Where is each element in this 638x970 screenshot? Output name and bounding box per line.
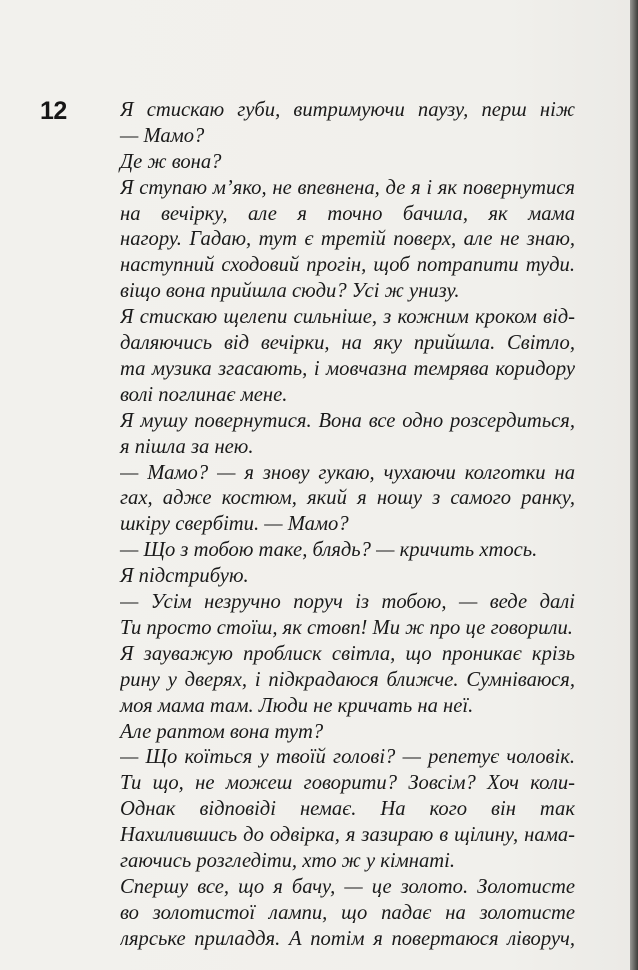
text-line: я пішла за нею. xyxy=(120,435,254,458)
text-line: — Мамо? xyxy=(120,124,205,147)
text-line: Але раптом вона тут? xyxy=(120,720,324,743)
body-text xyxy=(120,98,575,953)
text-line: Однак відповіді немає. На кого він так xyxy=(120,798,575,821)
text-line: Я ступаю м’яко, не впевнена, де я і як повернутися xyxy=(120,176,575,199)
text-line: Нахилившись до одвірка, я зазираю в щілину, нама- xyxy=(120,824,575,847)
text-line: віщо вона прийшла сюди? Усі ж унизу. xyxy=(120,280,460,303)
text-line: гах, адже костюм, який я ношу з самого ранку, xyxy=(120,487,575,510)
text-line: Я підстрибую. xyxy=(120,565,249,588)
text-line: наступний сходовий прогін, щоб потрапити туди. xyxy=(120,254,575,277)
text-line: на вечірку, але я точно бачила, як мама xyxy=(120,202,575,225)
text-line: лярське приладдя. А потім я повертаюся ліворуч, xyxy=(120,927,575,950)
text-line: Я зауважую проблиск світла, що проникає крізь xyxy=(120,642,575,665)
text-line: гаючись розгледіти, хто ж у кімнаті. xyxy=(120,850,456,872)
text-line: та музика згасають, і мовчазна темрява коридору xyxy=(120,357,575,380)
text-line: Ти просто стоїш, як стовп! Ми ж про це говорили. xyxy=(120,616,573,639)
page-edge-shadow xyxy=(630,0,638,970)
text-line: Ти що, не можеш говорити? Зовсім? Хоч коли- xyxy=(120,772,575,795)
text-line: Я стискаю губи, витримуючи паузу, перш ніж xyxy=(120,99,575,121)
text-line: Я мушу повернутися. Вона все одно розсердиться, xyxy=(120,409,575,432)
text-line: — Усім незручно поруч із тобою, — веде далі xyxy=(120,591,575,614)
text-line: Я стискаю щелепи сильніше, з кожним кроком від- xyxy=(120,306,575,329)
text-line: нагору. Гадаю, тут є третій поверх, але не знаю, xyxy=(120,228,575,251)
page-number: 12 xyxy=(40,97,67,125)
text-line: — Що коїться у твоїй голові? — репетує чоловік. xyxy=(120,746,575,769)
text-line: моя мама там. Люди не кричать на неї. xyxy=(120,694,474,717)
text-line: Спершу все, що я бачу, — це золото. Золотисте xyxy=(120,875,575,898)
text-line: Де ж вона? xyxy=(120,150,222,173)
text-line: — Мамо? — я знову гукаю, чухаючи колготки на xyxy=(120,461,575,484)
text-line: шкіру свербіти. — Мамо? xyxy=(120,513,349,536)
text-line: даляючись від вечірки, на яку прийшла. Світло, xyxy=(120,332,575,355)
text-line: рину у дверях, і підкрадаюся ближче. Сумніваюся, xyxy=(120,668,575,691)
text-line: — Що з тобою таке, блядь? — кричить хтось. xyxy=(120,539,538,562)
text-line: во золотистої лампи, що падає на золотисте xyxy=(120,901,575,924)
text-line: волі поглинає мене. xyxy=(120,383,288,406)
